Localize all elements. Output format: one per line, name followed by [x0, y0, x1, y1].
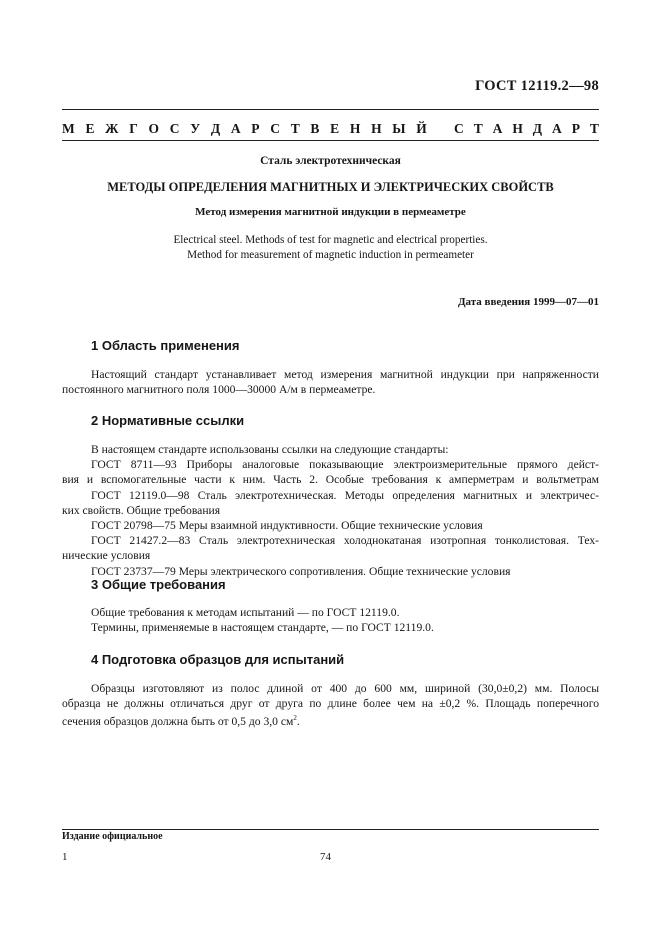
section-4-line-3: [62, 711, 599, 729]
interstate-letter: О: [148, 121, 160, 136]
interstate-letter: У: [190, 121, 201, 136]
section-1-line-1: Настоящий стандарт устанавливает метод измерения магнитной индукции при напряженности: [91, 368, 599, 381]
interstate-letter: Д: [532, 121, 543, 136]
main-title: МЕТОДЫ ОПРЕДЕЛЕНИЯ МАГНИТНЫХ И ЭЛЕКТРИЧЕСКИХ СВОЙСТВ: [107, 180, 554, 194]
reference-2-line-1: ГОСТ 12119.0—98 Сталь электротехническая. Методы определения магнитных и электричес-: [91, 488, 599, 502]
interstate-word-1: [62, 121, 427, 137]
official-edition-label: Издание официальное: [62, 831, 163, 842]
interstate-letter: Д: [210, 121, 221, 136]
reference-5: ГОСТ 23737—79 Меры электрического сопротивления. Общие технические условия: [91, 564, 511, 578]
interstate-letter: Т: [589, 121, 599, 136]
english-title: [62, 233, 599, 263]
interstate-letter: Р: [571, 121, 580, 136]
page-number-center: 74: [320, 851, 331, 863]
reference-2-line-2: ких свойств. Общие требования: [62, 503, 221, 517]
section-2-heading: 2 Нормативные ссылки: [91, 413, 245, 428]
interstate-standard-label: [62, 121, 599, 137]
section-4-text: [62, 681, 599, 729]
interstate-word-2: [454, 121, 599, 137]
english-title-line-1: Electrical steel. Methods of test for magnetic and electrical properties.: [173, 234, 488, 246]
interstate-letter: В: [310, 121, 320, 136]
reference-4-line-1: ГОСТ 21427.2—83 Сталь электротехническая холоднокатаная изотропная тонколистовая. Тех-: [91, 534, 599, 548]
section-3-heading: 3 Общие требования: [91, 577, 226, 592]
interstate-letter: Ж: [105, 121, 119, 136]
method-title: Метод измерения магнитной индукции в пермеаметре: [195, 206, 466, 218]
section-4-line-2: образца не должны отличаться друг от друга по длине более чем на ±0,2 %. Площадь поперечного: [62, 697, 599, 711]
interstate-letter: А: [230, 121, 241, 136]
standard-number: ГОСТ 12119.2—98: [475, 78, 599, 94]
interstate-letter: Н: [371, 121, 382, 136]
page-number-left: 1: [62, 851, 68, 863]
footer-rule: [62, 829, 599, 830]
interstate-letter: А: [492, 121, 503, 136]
section-2-intro: В настоящем стандарте использованы ссылки на следующие стандарты:: [91, 443, 449, 456]
interstate-letter: Е: [330, 121, 340, 136]
superscript-squared: 2: [293, 714, 297, 723]
interstate-letter: Т: [290, 121, 300, 136]
header-rule-top: [62, 109, 599, 110]
section-3-text: [62, 605, 599, 635]
section-4-line-1: Образцы изготовляют из полос длиной от 400 до 600 мм, шириной (30,0±0,2) мм. Полосы: [91, 682, 599, 695]
introduction-date: Дата введения 1999—07—01: [457, 296, 599, 308]
interstate-letter: С: [270, 121, 280, 136]
reference-4-line-2: нические условия: [62, 549, 151, 563]
interstate-letter: Р: [251, 121, 260, 136]
section-1-line-2: постоянного магнитного поля 1000—30000 А/м в пермеаметре.: [62, 383, 376, 397]
reference-1-line-1: ГОСТ 8711—93 Приборы аналоговые показывающие электроизмерительные прямого дейст-: [91, 458, 599, 472]
section-4-heading: 4 Подготовка образцов для испытаний: [91, 652, 345, 667]
section-3-line-1: Общие требования к методам испытаний — по ГОСТ 12119.0.: [91, 606, 400, 619]
interstate-letter: Г: [129, 121, 138, 136]
interstate-letter: А: [552, 121, 562, 136]
interstate-letter: Н: [349, 121, 361, 136]
interstate-letter: Й: [416, 121, 427, 136]
header-rule-bottom: [62, 140, 599, 141]
reference-1-line-2: вия и вспомогательные части к ним. Часть 2. Особые требования к амперметрам и вольтметрам: [62, 473, 599, 487]
interstate-letter: С: [169, 121, 180, 136]
section-3-line-2: Термины, применяемые в настоящем стандарте, — по ГОСТ 12119.0.: [91, 621, 434, 635]
interstate-letter: М: [62, 121, 75, 136]
english-title-line-2: Method for measurement of magnetic induction in permeameter: [187, 249, 474, 261]
section-1-heading: 1 Область применения: [91, 338, 240, 353]
interstate-letter: С: [454, 121, 464, 136]
interstate-letter: Е: [85, 121, 95, 136]
section-4-line-3-end: .: [296, 715, 300, 729]
reference-3: ГОСТ 20798—75 Меры взаимной индуктивности. Общие технические условия: [91, 519, 483, 533]
section-4-line-3-text: сечения образцов должна быть от 0,5 до 3,0 см: [62, 715, 294, 729]
section-1-text: [62, 367, 599, 397]
material-title: Сталь электротехническая: [260, 155, 401, 167]
interstate-letter: Н: [512, 121, 523, 136]
interstate-letter: Т: [473, 121, 483, 136]
section-2-text: [62, 442, 599, 579]
interstate-letter: Ы: [392, 121, 406, 136]
